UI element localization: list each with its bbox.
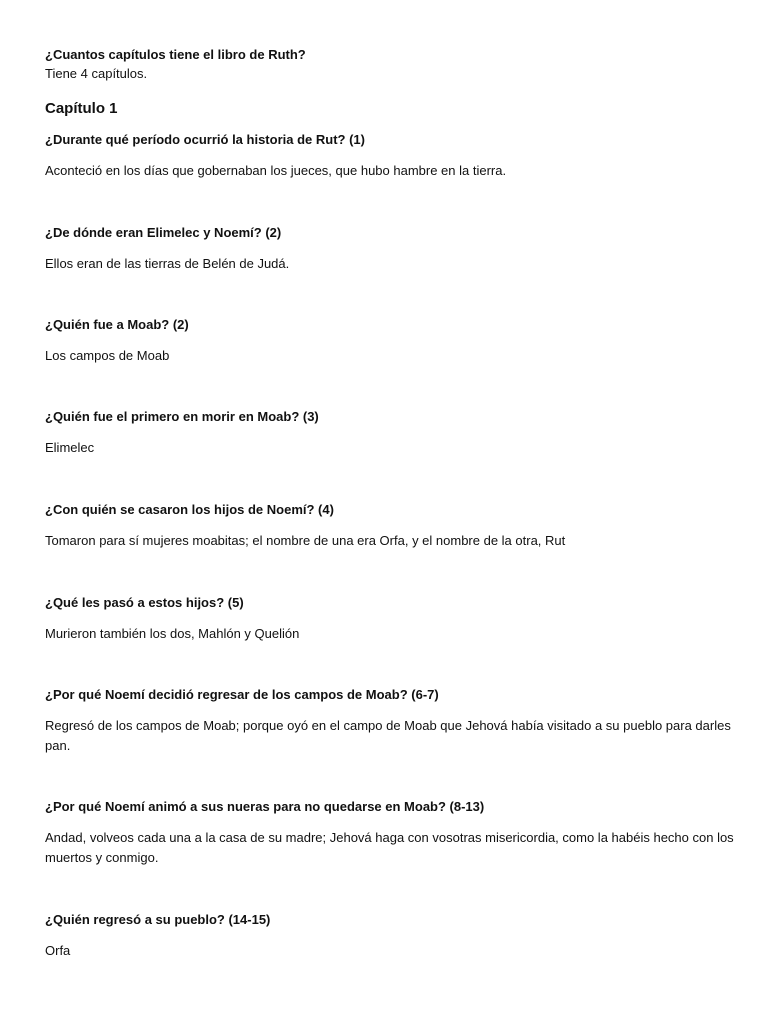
question-text: ¿Por qué Noemí animó a sus nueras para no quedarse en Moab? (8-13) (45, 799, 485, 814)
qa-item (45, 408, 735, 458)
answer-text: Aconteció en los días que gobernaban los jueces, que hubo hambre en la tierra. (45, 163, 507, 178)
qa-item (45, 798, 735, 867)
question-text: ¿Durante qué período ocurrió la historia de Rut? (1) (45, 132, 365, 147)
qa-item (45, 501, 735, 551)
answer-text: Los campos de Moab (45, 348, 170, 363)
qa-item (45, 594, 735, 644)
question-text: ¿Quién fue el primero en morir en Moab? (3) (45, 409, 319, 424)
question-text: ¿Con quién se casaron los hijos de Noemí? (4) (45, 502, 334, 517)
question-text: ¿Por qué Noemí decidió regresar de los campos de Moab? (6-7) (45, 687, 439, 702)
qa-item (45, 224, 735, 274)
answer-text: Murieron también los dos, Mahlón y Quelión (45, 626, 300, 641)
qa-item (45, 911, 735, 961)
qa-item (45, 686, 735, 755)
intro-question: ¿Cuantos capítulos tiene el libro de Ruth? (45, 47, 306, 62)
answer-text: Tomaron para sí mujeres moabitas; el nombre de una era Orfa, y el nombre de la otra, Rut (45, 533, 566, 548)
qa-item (45, 131, 735, 181)
question-text: ¿De dónde eran Elimelec y Noemí? (2) (45, 225, 282, 240)
qa-item (45, 316, 735, 366)
answer-text: Ellos eran de las tierras de Belén de Judá. (45, 256, 290, 271)
answer-text: Orfa (45, 943, 71, 958)
answer-text: Regresó de los campos de Moab; porque oyó en el campo de Moab que Jehová había visitado a su pueblo para darles pan. (45, 718, 731, 753)
intro-answer: Tiene 4 capítulos. (45, 66, 148, 81)
answer-text: Andad, volveos cada una a la casa de su madre; Jehová haga con vosotras misericordia, como la habéis hecho con los muertos y conmigo. (45, 830, 734, 865)
question-text: ¿Quién fue a Moab? (2) (45, 317, 189, 332)
chapter-heading: Capítulo 1 (45, 100, 118, 117)
question-text: ¿Quién regresó a su pueblo? (14-15) (45, 912, 271, 927)
answer-text: Elimelec (45, 440, 95, 455)
question-text: ¿Qué les pasó a estos hijos? (5) (45, 595, 244, 610)
